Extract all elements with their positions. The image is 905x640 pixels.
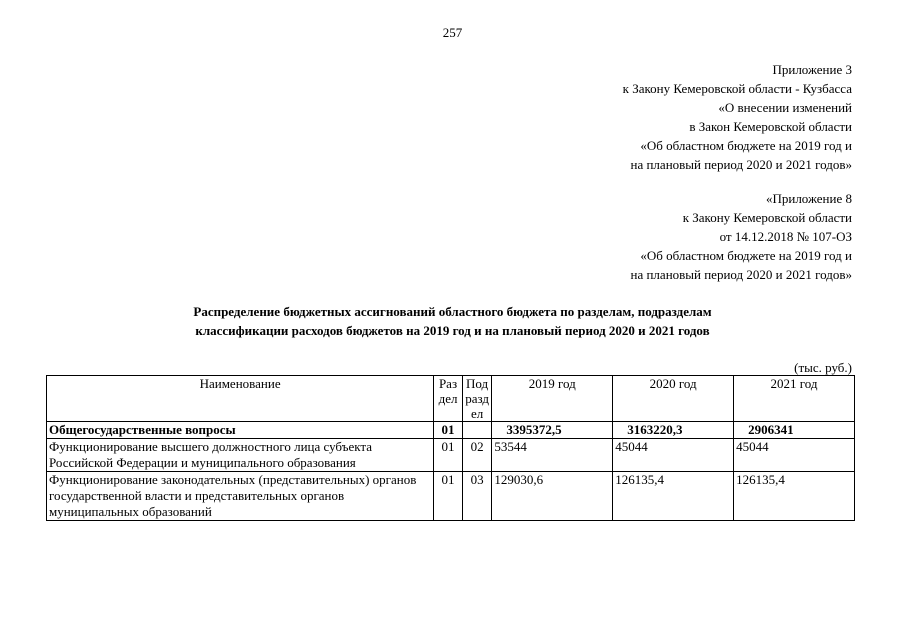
units-label: (тыс. руб.) <box>794 360 852 375</box>
table-header-row <box>47 376 855 422</box>
appendix-3-line: «О внесении изменений <box>718 100 852 115</box>
header-razdel-part: дел <box>438 391 458 406</box>
row-2021: 45044 <box>734 439 855 472</box>
header-podrazdel-part: разд <box>465 391 489 406</box>
header-2019: 2019 год <box>492 376 613 422</box>
row-2020: 45044 <box>613 439 734 472</box>
header-podrazdel-part: Под <box>466 376 489 391</box>
header-podrazdel <box>462 376 491 422</box>
header-2020: 2020 год <box>613 376 734 422</box>
appendix-3-line: на плановый период 2020 и 2021 годов» <box>630 157 852 172</box>
row-razdel: 01 <box>434 439 463 472</box>
row-name: Общегосударственные вопросы <box>47 422 434 439</box>
table-row <box>47 439 855 472</box>
row-name: Функционирование высшего должностного лица субъекта Российской Федерации и муниципального образования <box>47 439 434 472</box>
appendix-8-header <box>631 189 853 284</box>
document-title <box>0 302 905 340</box>
appendix-3-line: в Закон Кемеровской области <box>689 119 852 134</box>
row-2019: 3395372,5 <box>492 422 613 439</box>
appendix-8-line: от 14.12.2018 № 107-ОЗ <box>719 229 852 244</box>
document-title-line: Распределение бюджетных ассигнований областного бюджета по разделам, подразделам <box>193 304 712 319</box>
row-2020: 126135,4 <box>613 472 734 521</box>
appendix-3-line: Приложение 3 <box>772 62 852 77</box>
document-title-line: классификации расходов бюджетов на 2019 год и на плановый период 2020 и 2021 годов <box>195 323 710 338</box>
appendix-3-header <box>623 60 852 174</box>
header-razdel-part: Раз <box>438 376 458 391</box>
row-2019: 53544 <box>492 439 613 472</box>
header-2021: 2021 год <box>734 376 855 422</box>
row-name: Функционирование законодательных (представительных) органов государственной власти и представительных органов муниципальных образований <box>47 472 434 521</box>
appendix-8-line: на плановый период 2020 и 2021 годов» <box>630 267 852 282</box>
table-row <box>47 472 855 521</box>
header-name: Наименование <box>47 376 434 422</box>
row-podrazdel: 03 <box>462 472 491 521</box>
row-2019: 129030,6 <box>492 472 613 521</box>
row-razdel: 01 <box>434 472 463 521</box>
page-number: 257 <box>442 25 463 40</box>
row-podrazdel <box>462 422 491 439</box>
budget-table <box>46 375 855 521</box>
row-2021: 126135,4 <box>734 472 855 521</box>
appendix-3-line: к Закону Кемеровской области - Кузбасса <box>622 81 852 96</box>
table-row <box>47 422 855 439</box>
row-podrazdel: 02 <box>462 439 491 472</box>
appendix-8-line: «Об областном бюджете на 2019 год и <box>640 248 852 263</box>
header-podrazdel-part: ел <box>470 406 484 421</box>
appendix-8-line: к Закону Кемеровской области <box>682 210 852 225</box>
row-2020: 3163220,3 <box>613 422 734 439</box>
row-2021: 2906341 <box>734 422 855 439</box>
row-razdel: 01 <box>434 422 463 439</box>
appendix-3-line: «Об областном бюджете на 2019 год и <box>640 138 852 153</box>
appendix-8-line: «Приложение 8 <box>765 191 852 206</box>
header-razdel <box>434 376 463 422</box>
